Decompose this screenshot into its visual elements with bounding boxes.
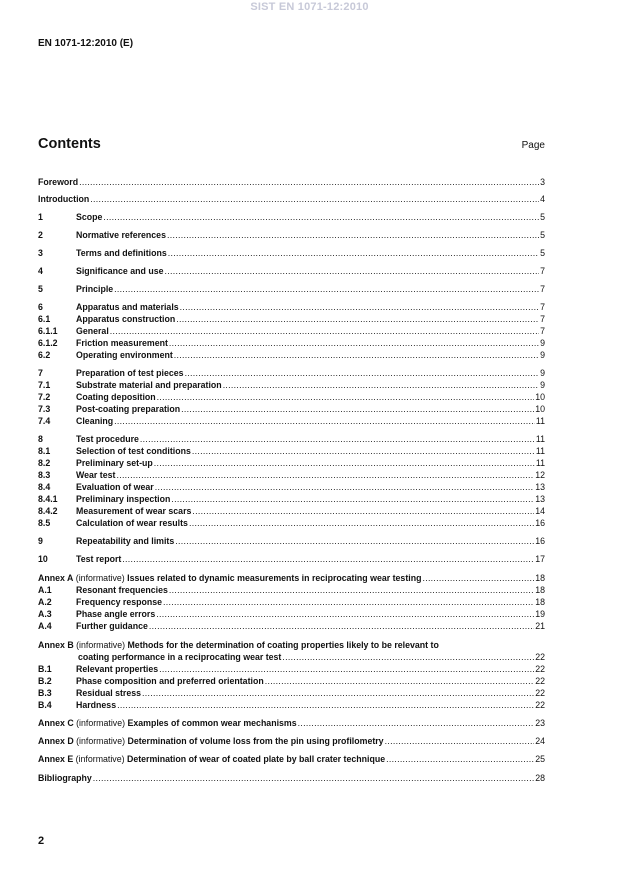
toc-entry-title: Relevant properties <box>76 664 159 674</box>
toc-entry-title: Apparatus and materials <box>76 302 179 312</box>
toc-annex-continuation[interactable] <box>38 651 545 663</box>
toc-entry-number: 7.2 <box>38 392 51 402</box>
annex-label: Annex A <box>38 573 74 583</box>
toc-leader-dots <box>79 176 539 188</box>
toc-leader-dots <box>223 379 539 391</box>
toc-entry-number: 10 <box>38 554 48 564</box>
toc-entry-number: 7.3 <box>38 404 51 414</box>
toc-entry-title: Preliminary set-up <box>76 458 153 468</box>
toc-entry[interactable] <box>38 379 545 391</box>
toc-leader-dots <box>385 735 535 747</box>
watermark: SIST EN 1071-12:2010 <box>250 1 369 13</box>
toc-leader-dots <box>103 211 539 223</box>
toc-entry-page: 13 <box>535 482 545 492</box>
annex-label: Annex E <box>38 754 74 764</box>
toc-entry-number: 9 <box>38 536 43 546</box>
annex-informative-tag: (informative) <box>73 754 127 764</box>
toc-entry-title: Coating deposition <box>76 392 156 402</box>
annex-informative-tag: (informative) <box>73 573 128 583</box>
toc-entry[interactable] <box>38 367 545 379</box>
toc-entry[interactable] <box>38 349 545 361</box>
toc-entry-title: Principle <box>76 284 114 294</box>
toc-leader-dots <box>154 457 535 469</box>
toc-entry-number: 8.1 <box>38 446 51 456</box>
toc-entry-title: Cleaning <box>76 416 114 426</box>
toc-entry-title: Evaluation of wear <box>76 482 154 492</box>
toc-entry-page: 22 <box>535 652 545 662</box>
page-number: 2 <box>38 835 45 847</box>
toc-entry-number: 4 <box>38 266 43 276</box>
document-id: EN 1071-12:2010 (E) <box>38 38 134 49</box>
toc-entry[interactable] <box>38 229 545 241</box>
toc-entry-page: 7 <box>540 266 545 276</box>
toc-entry[interactable] <box>38 535 545 547</box>
toc-entry-title: Residual stress <box>76 688 142 698</box>
toc-entry-page: 5 <box>540 212 545 222</box>
toc-annex-entry[interactable] <box>38 717 545 729</box>
page-column-heading: Page <box>521 140 545 151</box>
toc-entry[interactable] <box>38 211 545 223</box>
toc-entry-title: Scope <box>76 212 103 222</box>
annex-label: Annex B <box>38 640 74 650</box>
annex-informative-tag: (informative) <box>73 718 128 728</box>
toc-entry-title: Selection of test conditions <box>76 446 191 456</box>
toc-annex-entry[interactable] <box>38 572 545 584</box>
toc-entry[interactable] <box>38 325 545 337</box>
toc-leader-dots <box>110 325 539 337</box>
annex-title: Issues related to dynamic measurements in reciprocating wear testing <box>127 573 422 583</box>
toc-entry-number: B.1 <box>38 664 52 674</box>
toc-entry-page: 7 <box>540 314 545 324</box>
annex-title-continuation: coating performance in a reciprocating wear test <box>78 652 282 662</box>
toc-leader-dots <box>116 469 534 481</box>
toc-entry-number: A.1 <box>38 585 52 595</box>
toc-leader-dots <box>157 391 535 403</box>
toc-leader-dots <box>168 247 539 259</box>
toc-entry-number: 2 <box>38 230 43 240</box>
toc-entry-title: Phase angle errors <box>76 609 156 619</box>
toc-entry-title: Terms and definitions <box>76 248 167 258</box>
annex-label: Annex D <box>38 736 74 746</box>
toc-entry[interactable] <box>38 301 545 313</box>
toc-entry[interactable] <box>38 433 545 445</box>
annex-title: Determination of wear of coated plate by ball crater technique <box>126 754 386 764</box>
toc-entry-number: 3 <box>38 248 43 258</box>
toc-entry-title: Significance and use <box>76 266 164 276</box>
toc-entry[interactable] <box>38 403 545 415</box>
toc-entry-page: 7 <box>540 284 545 294</box>
toc-entry-title: Operating environment <box>76 350 173 360</box>
toc-entry[interactable] <box>38 391 545 403</box>
toc-leader-dots <box>117 699 534 711</box>
toc-entry-page: 28 <box>535 773 545 783</box>
toc-entry-page: 12 <box>535 470 545 480</box>
toc-leader-dots <box>386 753 534 765</box>
toc-entry[interactable] <box>38 687 545 699</box>
toc-entry-title: Calculation of wear results <box>76 518 188 528</box>
toc-entry-page: 21 <box>535 621 545 631</box>
toc-entry-number: 6.2 <box>38 350 51 360</box>
toc-entry-page: 10 <box>535 404 545 414</box>
toc-entry-title: Normative references <box>76 230 166 240</box>
toc-entry-title: General <box>76 326 109 336</box>
toc-entry[interactable] <box>38 772 545 784</box>
toc-entry[interactable] <box>38 584 545 596</box>
toc-leader-dots <box>90 193 539 205</box>
toc-leader-dots <box>192 445 535 457</box>
toc-entry-page: 14 <box>535 506 545 516</box>
toc-entry-title: Test procedure <box>76 434 139 444</box>
toc-entry-number: 5 <box>38 284 43 294</box>
toc-entry-number: 8.2 <box>38 458 51 468</box>
toc-leader-dots <box>189 517 534 529</box>
toc-entry-title: Foreword <box>38 177 79 187</box>
toc-leader-dots <box>122 553 534 565</box>
annex-label: Annex C <box>38 718 74 728</box>
toc-entry-number: 8.3 <box>38 470 51 480</box>
toc-entry-title: Preparation of test pieces <box>76 368 184 378</box>
toc-leader-dots <box>142 687 534 699</box>
toc-entry-number: A.2 <box>38 597 52 607</box>
toc-leader-dots <box>298 717 535 729</box>
toc-entry-title: Further guidance <box>76 621 148 631</box>
toc-entry[interactable] <box>38 176 545 188</box>
toc-entry-number: 6.1.1 <box>38 326 58 336</box>
toc-entry-page: 18 <box>535 597 545 607</box>
toc-entry-number: 6.1.2 <box>38 338 58 348</box>
toc-entry-title: Substrate material and preparation <box>76 380 222 390</box>
toc-leader-dots <box>165 265 540 277</box>
toc-entry-page: 16 <box>535 518 545 528</box>
toc-entry-number: 8 <box>38 434 43 444</box>
toc-entry-page: 10 <box>535 392 545 402</box>
toc-entry-page: 22 <box>535 700 545 710</box>
toc-entry[interactable] <box>38 675 545 687</box>
toc-entry[interactable] <box>38 620 545 632</box>
toc-entry-number: 8.4.1 <box>38 494 58 504</box>
toc-entry[interactable] <box>38 505 545 517</box>
toc-entry[interactable] <box>38 493 545 505</box>
toc-entry-title: Measurement of wear scars <box>76 506 192 516</box>
toc-entry[interactable] <box>38 457 545 469</box>
toc-entry-number: A.3 <box>38 609 52 619</box>
toc-entry-title: Hardness <box>76 700 117 710</box>
toc-leader-dots <box>169 584 534 596</box>
toc-entry-page: 16 <box>535 536 545 546</box>
toc-entry-page: 22 <box>535 676 545 686</box>
toc-entry-page: 13 <box>535 494 545 504</box>
toc-entry-page: 5 <box>540 230 545 240</box>
toc-entry-title: Repeatability and limits <box>76 536 175 546</box>
toc-entry[interactable] <box>38 469 545 481</box>
toc-entry-number: 6.1 <box>38 314 51 324</box>
toc-entry[interactable] <box>38 313 545 325</box>
toc-leader-dots <box>169 337 539 349</box>
toc-entry-page: 9 <box>540 368 545 378</box>
toc-entry[interactable] <box>38 608 545 620</box>
toc-entry-title: Resonant frequencies <box>76 585 168 595</box>
toc-leader-dots <box>422 572 534 584</box>
toc-entry[interactable] <box>38 247 545 259</box>
toc-leader-dots <box>180 301 539 313</box>
toc-entry[interactable] <box>38 517 545 529</box>
toc-entry-number: 1 <box>38 212 43 222</box>
toc-entry-number: B.2 <box>38 676 52 686</box>
toc-annex-entry[interactable] <box>38 753 545 765</box>
toc-entry[interactable] <box>38 193 545 205</box>
toc-entry-title: Post-coating preparation <box>76 404 181 414</box>
toc-leader-dots <box>185 367 540 379</box>
toc-entry-number: B.4 <box>38 700 52 710</box>
toc-entry-number: 8.5 <box>38 518 51 528</box>
toc-leader-dots <box>282 651 534 663</box>
annex-title: Determination of volume loss from the pin using profilometry <box>127 736 384 746</box>
toc-entry-title: Phase composition and preferred orientation <box>76 676 264 686</box>
toc-leader-dots <box>175 535 534 547</box>
toc-entry-page: 18 <box>535 585 545 595</box>
toc-entry-page: 5 <box>540 248 545 258</box>
toc-entry-title: Preliminary inspection <box>76 494 171 504</box>
toc-entry[interactable] <box>38 265 545 277</box>
toc-entry-page: 4 <box>540 194 545 204</box>
contents-title: Contents <box>38 136 101 152</box>
toc-leader-dots <box>149 620 534 632</box>
toc-entry-title: Wear test <box>76 470 116 480</box>
toc-leader-dots <box>156 608 534 620</box>
toc-entry-page: 11 <box>535 434 545 444</box>
toc-entry[interactable] <box>38 283 545 295</box>
toc-entry-number: 7 <box>38 368 43 378</box>
toc-leader-dots <box>171 493 534 505</box>
toc-entry[interactable] <box>38 596 545 608</box>
toc-entry-number: 6 <box>38 302 43 312</box>
toc-entry[interactable] <box>38 481 545 493</box>
toc-entry-page: 17 <box>535 554 545 564</box>
toc-entry-page: 7 <box>540 302 545 312</box>
toc-entry-number: B.3 <box>38 688 52 698</box>
toc-leader-dots <box>155 481 534 493</box>
toc-annex-entry[interactable] <box>38 735 545 747</box>
toc-leader-dots <box>192 505 534 517</box>
toc-entry-title: Test report <box>76 554 122 564</box>
annex-informative-tag: (informative) <box>73 736 128 746</box>
toc-entry[interactable] <box>38 699 545 711</box>
toc-annex-entry[interactable] <box>38 639 545 651</box>
toc-leader-dots <box>114 415 535 427</box>
toc-leader-dots <box>163 596 534 608</box>
toc-entry[interactable] <box>38 337 545 349</box>
annex-informative-tag: (informative) <box>73 640 128 650</box>
toc-entry-page: 9 <box>540 350 545 360</box>
toc-entry-title: Apparatus construction <box>76 314 176 324</box>
toc-entry-page: 18 <box>535 573 545 583</box>
annex-title: Methods for the determination of coating properties likely to be relevant to <box>127 640 439 650</box>
toc-leader-dots <box>93 772 534 784</box>
toc-leader-dots <box>167 229 539 241</box>
toc-entry[interactable] <box>38 663 545 675</box>
toc-entry-page: 9 <box>540 380 545 390</box>
toc-entry-title: Introduction <box>38 194 90 204</box>
toc-entry-page: 22 <box>535 664 545 674</box>
toc-entry-page: 3 <box>540 177 545 187</box>
toc-entry-number: 8.4 <box>38 482 51 492</box>
toc-entry[interactable] <box>38 415 545 427</box>
toc-entry-title: Frequency response <box>76 597 163 607</box>
annex-title: Examples of common wear mechanisms <box>127 718 297 728</box>
toc-entry-page: 24 <box>535 736 545 746</box>
toc-entry-number: 7.4 <box>38 416 51 426</box>
toc-entry[interactable] <box>38 553 545 565</box>
toc-leader-dots <box>114 283 539 295</box>
toc-leader-dots <box>181 403 534 415</box>
toc-leader-dots <box>159 663 534 675</box>
toc-entry-page: 23 <box>535 718 545 728</box>
toc-entry-number: 8.4.2 <box>38 506 58 516</box>
toc-entry[interactable] <box>38 445 545 457</box>
toc-entry-page: 7 <box>540 326 545 336</box>
toc-leader-dots <box>176 313 539 325</box>
toc-entry-page: 11 <box>535 416 545 426</box>
toc-entry-page: 11 <box>535 458 545 468</box>
toc-entry-page: 11 <box>535 446 545 456</box>
toc-entry-number: A.4 <box>38 621 52 631</box>
toc-entry-number: 7.1 <box>38 380 51 390</box>
toc-entry-title: Friction measurement <box>76 338 168 348</box>
toc-entry-title: Bibliography <box>38 773 92 783</box>
toc-entry-page: 9 <box>540 338 545 348</box>
toc-leader-dots <box>265 675 535 687</box>
toc-leader-dots <box>140 433 535 445</box>
toc-entry-page: 22 <box>535 688 545 698</box>
toc-leader-dots <box>174 349 539 361</box>
toc-entry-page: 19 <box>535 609 545 619</box>
toc-entry-page: 25 <box>535 754 545 764</box>
